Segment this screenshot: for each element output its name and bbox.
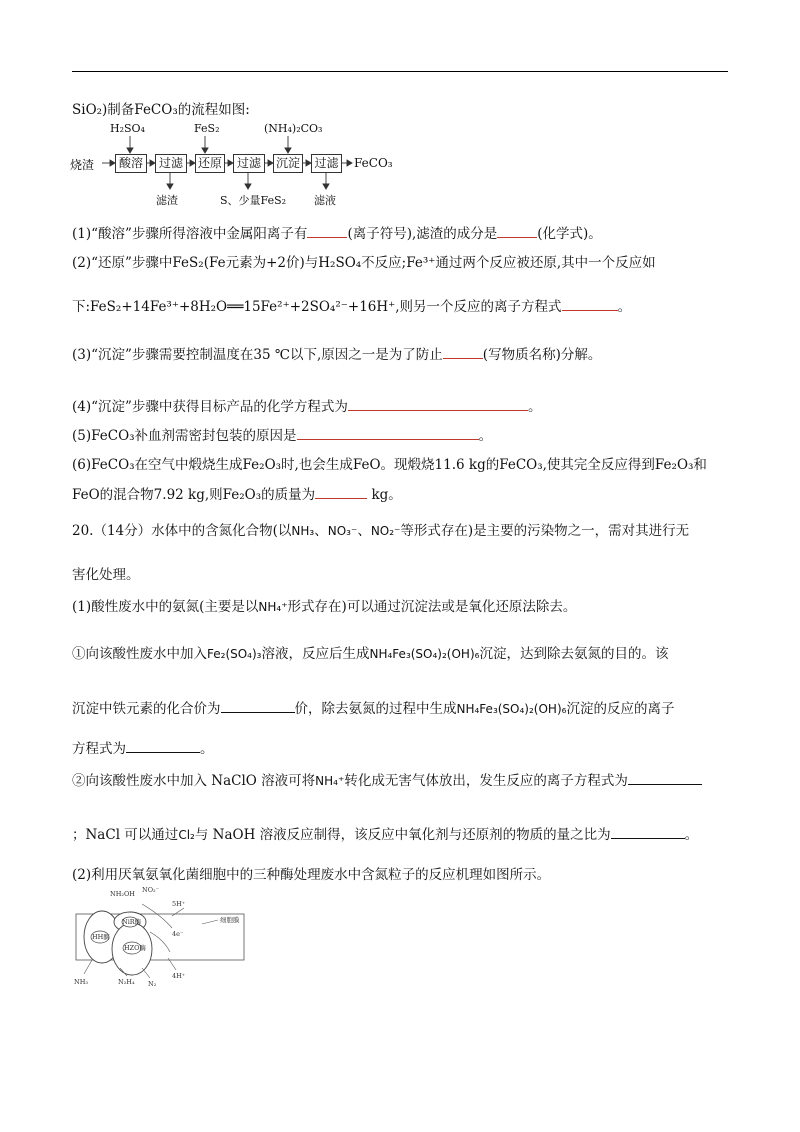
question-6-line-2: FeO的混合物7.92 kg,则Fe₂O₃的质量为 kg。 [72, 487, 402, 503]
subquestion-2-line-1: ②向该酸性废水中加入 NaClO 溶液可将NH₄⁺转化成无害气体放出，发生反应的离子方程式为 [72, 772, 702, 790]
answer-blank[interactable] [497, 236, 537, 238]
formula-no3: NO₃⁻ [327, 524, 358, 538]
label-hh-enzyme: HH酶 [92, 933, 110, 941]
answer-blank[interactable] [315, 497, 367, 499]
flow-start: 烧渣 [70, 158, 95, 172]
label-n2h4: N₂H₄ [118, 978, 135, 986]
formula-cl2: Cl₂ [178, 828, 195, 842]
reagent-fes2: FeS₂ [194, 122, 220, 135]
label-nh2oh: NH₂OH [110, 890, 135, 898]
intro-line [72, 101, 250, 119]
question-5: (5)FeCO₃补血剂需密封包装的原因是 。 [72, 428, 493, 444]
label-no2: NO₂⁻ [142, 886, 160, 894]
formula-nh3: NH₃ [291, 524, 315, 538]
label-nh3: NH₃ [74, 978, 88, 986]
output-s-fes2: S、少量FeS₂ [220, 194, 287, 207]
label-4h: 4H⁺ [172, 972, 186, 980]
formula-jarosite: NH₄Fe₃(SO₄)₂(OH)₆ [369, 647, 480, 661]
reagent-nh4-2co3: (NH₄)₂CO₃ [264, 122, 323, 135]
step-filter-1: 过滤 [155, 154, 187, 173]
subquestion-1-line-2: 沉淀中铁元素的化合价为 价，除去氨氮的过程中生成NH₄Fe₃(SO₄)₂(OH)₆沉淀的反应的离子 [72, 701, 675, 717]
reagent-h2so4: H₂SO₄ [110, 122, 145, 135]
answer-blank[interactable] [611, 837, 685, 839]
label-4e: 4e⁻ [172, 930, 184, 938]
question-20-line-2: 害化处理。 [72, 567, 140, 583]
output-filtrate: 滤液 [314, 194, 336, 207]
answer-blank[interactable] [348, 409, 528, 411]
answer-blank[interactable] [443, 357, 483, 359]
answer-blank[interactable] [126, 751, 200, 753]
intro-text: SiO₂)制备FeCO₃的流程如图: [72, 102, 250, 118]
output-residue: 滤渣 [156, 194, 178, 207]
enzyme-mechanism-diagram [72, 886, 252, 990]
step-filter-3: 过滤 [311, 154, 342, 173]
step-reduce: 还原 [195, 154, 225, 173]
question-2-line-1: (2)“还原”步骤中FeS₂(Fe元素为+2价)与H₂SO₄不反应;Fe³⁺通过两个反应被还原,其中一个反应如 [72, 255, 656, 271]
subquestion-1-line-3: 方程式为 。 [72, 741, 214, 757]
question-2-line-2: 下:FeS₂+14Fe³⁺+8H₂O══15Fe²⁺+2SO₄²⁻+16H⁺,则另一个反应的离子方程式 。 [72, 299, 632, 315]
flow-end: FeCO₃ [354, 156, 393, 170]
part-1-intro: (1)酸性废水中的氨氮(主要是以NH₄⁺形式存在)可以通过沉淀法或是氧化还原法除去。 [72, 599, 577, 615]
question-1: (1)“酸溶”步骤所得溶液中金属阳离子有 (离子符号),滤渣的成分是 (化学式)。 [72, 226, 602, 242]
label-nir-enzyme: NiR酶 [122, 918, 142, 926]
answer-blank[interactable] [628, 783, 702, 785]
label-hzo-enzyme: HZO酶 [124, 944, 147, 952]
question-4: (4)“沉淀”步骤中获得目标产品的化学方程式为 。 [72, 399, 542, 415]
answer-blank[interactable] [307, 236, 347, 238]
formula-no2: NO₂⁻ [370, 524, 401, 538]
formula-nh4: NH₄⁺ [258, 600, 288, 614]
question-3: (3)“沉淀”步骤需要控制温度在35 ℃以下,原因之一是为了防止 (写物质名称)分解。 [72, 347, 602, 363]
subquestion-2-line-2: ；NaCl 可以通过Cl₂与 NaOH 溶液反应制得，该反应中氧化剂与还原剂的物质的量之比为 。 [72, 827, 699, 843]
step-acid-dissolve: 酸溶 [115, 154, 147, 173]
label-membrane: 细胞膜 [220, 916, 240, 924]
step-precipitate: 沉淀 [273, 154, 303, 173]
formula-jarosite: NH₄Fe₃(SO₄)₂(OH)₆ [456, 702, 567, 716]
process-flow-diagram [70, 122, 400, 212]
question-6-line-1: (6)FeCO₃在空气中煅烧生成Fe₂O₃时,也会生成FeO。现煅烧11.6 kg的FeCO₃,使其完全反应得到Fe₂O₃和 [72, 457, 707, 473]
formula-nh4: NH₄⁺ [315, 774, 345, 788]
subquestion-1-line-1: ①向该酸性废水中加入Fe₂(SO₄)₃溶液，反应后生成NH₄Fe₃(SO₄)₂(OH)₆沉淀，达到除去氨氮的目的。该 [72, 646, 669, 662]
question-20-line-1: 20.（14分）水体中的含氮化合物(以NH₃、NO₃⁻、NO₂⁻等形式存在)是主要的污染物之一，需对其进行无 [72, 523, 690, 539]
part-2-intro: (2)利用厌氧氨氧化菌细胞中的三种酶处理废水中含氮粒子的反应机理如图所示。 [72, 867, 551, 883]
label-5h: 5H⁺ [172, 900, 186, 908]
header-rule [72, 71, 728, 72]
answer-blank[interactable] [562, 309, 618, 311]
answer-blank[interactable] [297, 438, 479, 440]
label-n2: N₂ [148, 980, 157, 988]
step-filter-2: 过滤 [233, 154, 265, 173]
answer-blank[interactable] [221, 711, 295, 713]
formula-fe2so43: Fe₂(SO₄)₃ [207, 647, 262, 661]
